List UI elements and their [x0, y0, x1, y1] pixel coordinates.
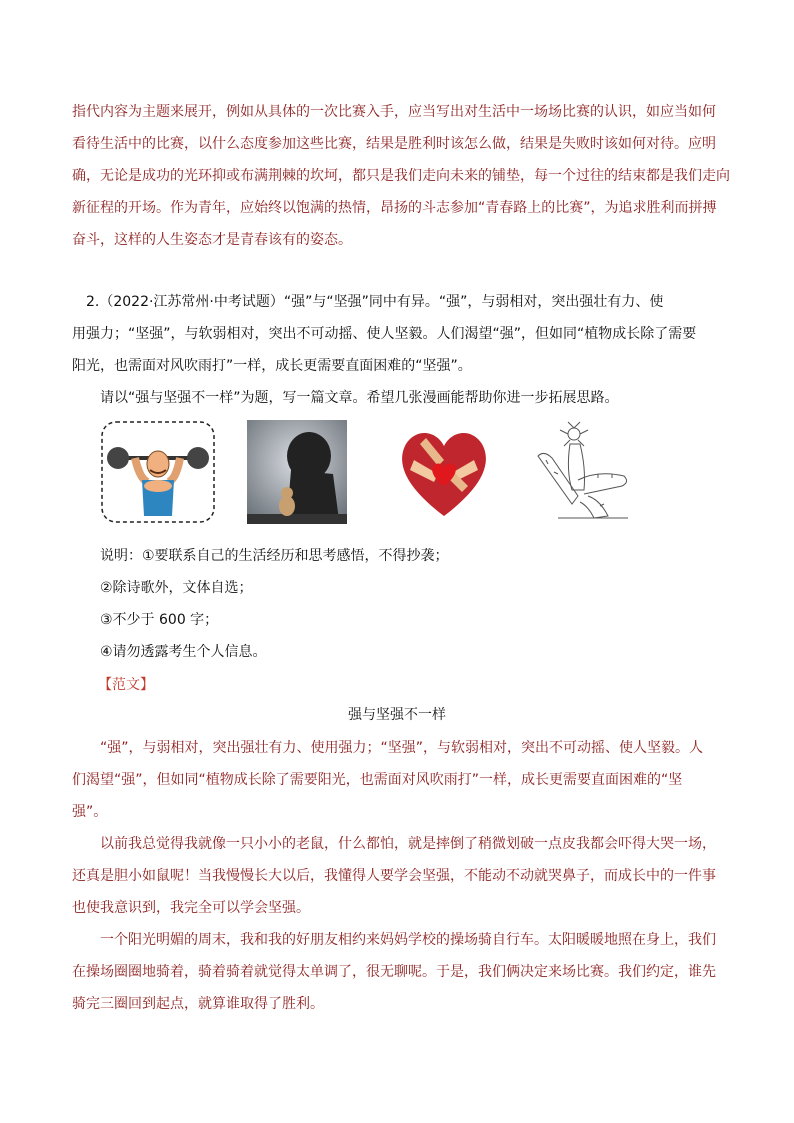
question-prompt: 请以“强与坚强不一样”为题，写一篇文章。希望几张漫画能帮助你进一步拓展思路。: [100, 390, 619, 406]
essay-paragraph-1: [72, 732, 724, 828]
text-line: 们渴望“强”，但如同“植物成长除了需要阳光，也需面对风吹雨打”一样，成长更需要直面困难的“坚: [72, 772, 683, 788]
text-line: “强”，与弱相对，突出强壮有力、使用强力；“坚强”，与软弱相对，突出不可动摇、使人坚毅。人: [100, 740, 704, 756]
instruction-line: 说明：①要联系自己的生活经历和思考感悟，不得抄袭；: [100, 548, 449, 564]
text-line: 一个阳光明媚的周末，我和我的好朋友相约来妈妈学校的操场骑自行车。太阳暖暖地照在身上，我们: [100, 932, 716, 948]
text-line: 奋斗，这样的人生姿态才是青春该有的姿态。: [72, 232, 352, 248]
instructions-block: [72, 540, 724, 668]
instruction-line: ④请勿透露考生个人信息。: [100, 644, 267, 660]
hands-heart-image: [394, 420, 494, 524]
text-line: 指代内容为主题来展开，例如从具体的一次比赛入手，应当写出对生活中一场场比赛的认识，如应当如何: [72, 104, 716, 120]
text-line: 强”。: [72, 804, 108, 820]
question-block: [72, 286, 724, 414]
cartoon-images-row: [0, 420, 794, 530]
text-line: 还真是胆小如鼠呢！当我慢慢长大以后，我懂得人要学会坚强，不能动不动就哭鼻子，而成长中的一件事: [72, 868, 716, 884]
text-line: 看待生活中的比赛，以什么态度参加这些比赛，结果是胜利时该怎么做，结果是失败时该如何对待。应明: [72, 136, 716, 152]
question-line: 2.（2022·江苏常州·中考试题）“强”与“坚强”同中有异。“强”，与弱相对，突出强壮有力、使: [86, 294, 664, 310]
essay-paragraph-2: [72, 828, 724, 924]
cactus-sketch-image: [528, 420, 638, 524]
cat-lion-shadow-image: [247, 420, 347, 524]
instruction-line: ③不少于 600 字；: [100, 612, 219, 628]
text-line: 确，无论是成功的光环抑或布满荆棘的坎坷，都只是我们走向未来的铺垫，每一个过往的结束都是我们走向: [72, 168, 730, 184]
text-line: 新征程的开场。作为青年，应始终以饱满的热情，昂扬的斗志参加“青春路上的比赛”，为追求胜利而拼搏: [72, 200, 717, 216]
text-line: 骑完三圈回到起点，就算谁取得了胜利。: [72, 996, 324, 1012]
text-line: 也使我意识到，我完全可以学会坚强。: [72, 900, 310, 916]
essay-paragraph-3: [72, 924, 724, 1020]
text-line: 在操场圈圈地骑着，骑着骑着就觉得太单调了，很无聊呢。于是，我们俩决定来场比赛。我们约定，谁先: [72, 964, 716, 980]
model-essay-label: 【范文】: [98, 677, 154, 693]
instruction-line: ②除诗歌外，文体自选；: [100, 580, 253, 596]
essay-title: 强与坚强不一样: [348, 707, 446, 723]
strongman-image: [100, 420, 216, 524]
text-line: 以前我总觉得我就像一只小小的老鼠，什么都怕，就是摔倒了稍微划破一点皮我都会吓得大哭一场，: [100, 836, 716, 852]
question-line: 用强力；“坚强”，与软弱相对，突出不可动摇、使人坚毅。人们渴望“强”，但如同“植物成长除了需要: [72, 326, 697, 342]
intro-paragraph: [72, 96, 730, 256]
question-line: 阳光，也需面对风吹雨打”一样，成长更需要直面困难的“坚强”。: [72, 358, 472, 374]
